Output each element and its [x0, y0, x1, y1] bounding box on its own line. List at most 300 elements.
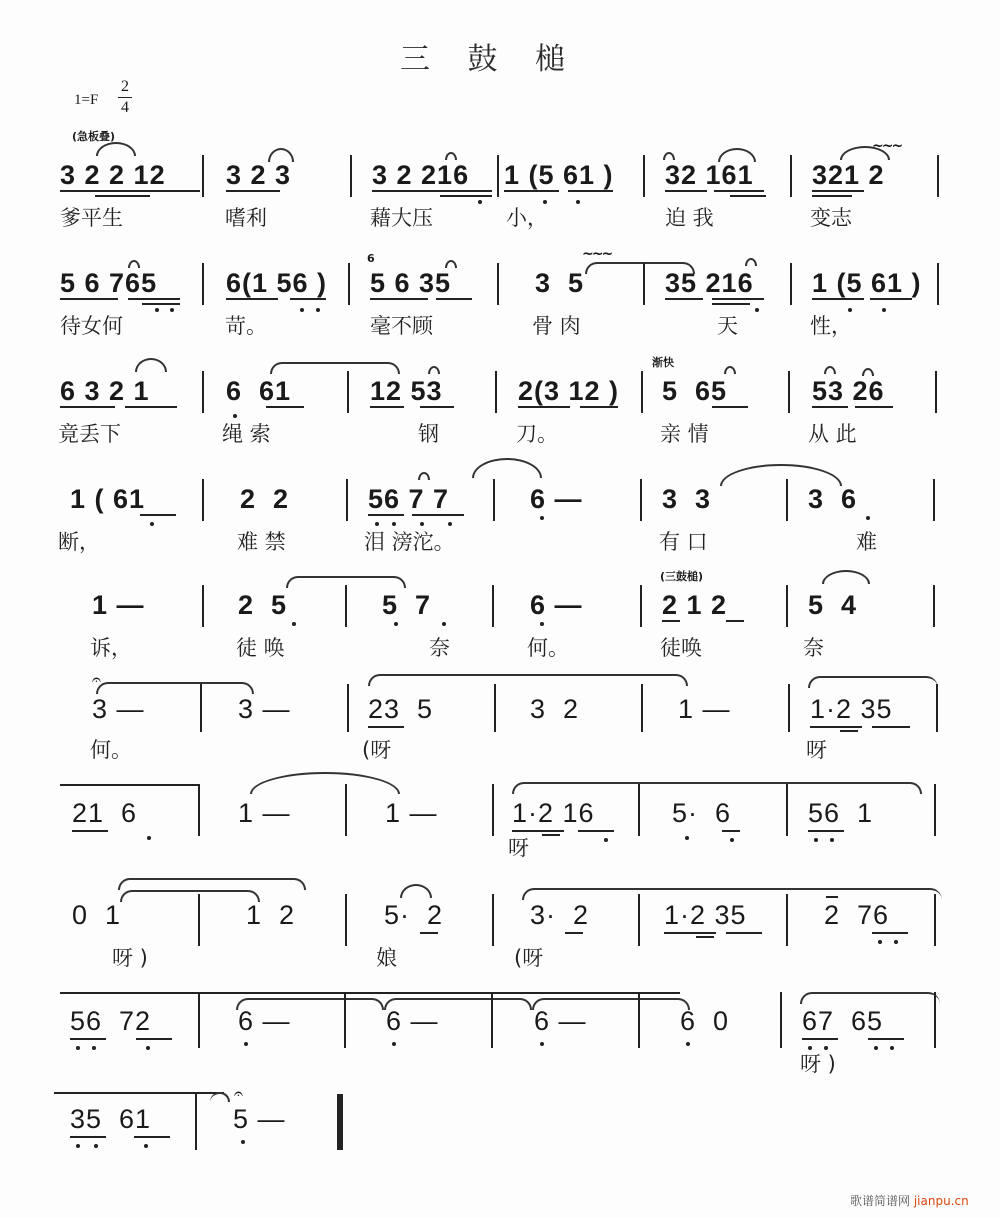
underline [714, 190, 764, 192]
barline [202, 479, 204, 521]
low-octave-dot [478, 200, 482, 204]
measure-notes: 6 3 2 1 [60, 376, 150, 406]
barline [492, 894, 494, 946]
low-octave-dot [808, 1046, 812, 1050]
tie [118, 878, 306, 890]
score-row-5 [0, 570, 1000, 680]
barline [202, 371, 204, 413]
low-octave-dot [814, 838, 818, 842]
barline [936, 684, 938, 732]
slur [96, 142, 136, 156]
lyric: 徒 唤 [236, 636, 285, 660]
underline [812, 190, 864, 192]
low-octave-dot [848, 308, 852, 312]
underline [518, 406, 570, 408]
lyric: 呀 [508, 836, 529, 860]
underline [72, 830, 108, 832]
underline [662, 620, 680, 622]
low-octave-dot [442, 622, 446, 626]
measure-notes: 12 53 [370, 376, 443, 406]
low-octave-dot [882, 308, 886, 312]
underline [870, 298, 912, 300]
slur [862, 368, 874, 376]
lyric: 奈 [803, 636, 824, 660]
barline [346, 479, 348, 521]
low-octave-dot [894, 940, 898, 944]
time-sig-denominator: 4 [121, 99, 129, 116]
underline [722, 830, 740, 832]
barline [786, 585, 788, 627]
tie [808, 676, 938, 688]
barline [198, 784, 200, 836]
measure-notes: 6 — [530, 484, 583, 514]
measure-notes: 1 (5 61 ) [504, 160, 614, 190]
underline [872, 726, 910, 728]
underline [868, 1038, 904, 1040]
underline [140, 514, 176, 516]
measure-notes: 1 — [92, 590, 145, 620]
low-octave-dot [76, 1144, 80, 1148]
measure-notes: 56 7 7 [368, 484, 450, 514]
low-octave-dot [540, 1042, 544, 1046]
measure-notes: 3· 2 [530, 900, 590, 930]
measure-notes: 56 1 [808, 798, 874, 828]
barline [641, 684, 643, 732]
underline [812, 195, 852, 197]
measure-notes: 3 2 3 [226, 160, 292, 190]
measure-notes: 1 2 [246, 900, 296, 930]
barline [934, 992, 936, 1048]
measure-notes: 3 2 216 [372, 160, 470, 190]
barline [347, 684, 349, 732]
underline [142, 303, 180, 305]
low-octave-dot [241, 1140, 245, 1144]
barline [788, 371, 790, 413]
lyric: 变志 [810, 206, 852, 230]
barline [786, 894, 788, 946]
barline [934, 784, 936, 836]
measure-notes: 1·2 35 [810, 694, 893, 724]
lyric: 小， [506, 206, 548, 230]
lyric: 毫不顾 [370, 314, 433, 338]
low-octave-dot [866, 516, 870, 520]
barline [195, 1092, 197, 1150]
low-octave-dot [890, 1046, 894, 1050]
underline [712, 303, 750, 305]
lyric: 娘 [376, 946, 397, 970]
measure-notes: 32 161 [665, 160, 754, 190]
barline [347, 371, 349, 413]
low-octave-dot [144, 1144, 148, 1148]
underline [60, 406, 115, 408]
low-octave-dot [576, 200, 580, 204]
underline [440, 195, 492, 197]
underline [802, 1038, 838, 1040]
low-octave-dot [244, 1042, 248, 1046]
barline [641, 371, 643, 413]
underline [810, 726, 862, 728]
barline [780, 992, 782, 1048]
underline [504, 190, 559, 192]
measure-notes: 5 65 [662, 376, 728, 406]
barline [638, 894, 640, 946]
barline [198, 894, 200, 946]
low-octave-dot [540, 622, 544, 626]
barline [200, 684, 202, 732]
underline [226, 298, 278, 300]
slur [720, 464, 842, 486]
barline [786, 479, 788, 521]
score-row-10 [0, 1084, 1000, 1200]
underline [70, 1136, 106, 1138]
accelerando-marking: 渐快 [652, 356, 674, 369]
lyric: 呀 ) [800, 1052, 836, 1076]
lyric: 呀 ) [112, 946, 148, 970]
measure-notes: 3 6 [808, 484, 858, 514]
barline [491, 992, 493, 1048]
low-octave-dot [824, 1046, 828, 1050]
fermata-icon: 𝄐 [234, 1084, 243, 1103]
score-row-9 [0, 1000, 1000, 1100]
measure-notes: 5· 2 [384, 900, 444, 930]
underline [542, 834, 560, 836]
slur [128, 260, 140, 268]
low-octave-dot [448, 522, 452, 526]
lyric: 迫 我 [665, 206, 714, 230]
lyric: 何。 [90, 738, 132, 762]
underline [726, 932, 762, 934]
measure-notes: 1·2 16 [512, 798, 595, 828]
barline [492, 784, 494, 836]
underline [368, 726, 404, 728]
lyric: 徒唤 [660, 636, 702, 660]
underline [512, 830, 564, 832]
low-octave-dot [878, 940, 882, 944]
low-octave-dot [150, 522, 154, 526]
slur [724, 366, 736, 374]
underline [696, 936, 714, 938]
lyric: 天 [717, 314, 738, 338]
barline [937, 263, 939, 305]
lyric: 刀。 [516, 422, 558, 446]
lyric: 苛。 [225, 314, 267, 338]
underline [368, 514, 404, 516]
barline [643, 263, 645, 305]
measure-notes: 53 26 [812, 376, 885, 406]
lyric: (呀 [514, 946, 544, 970]
underline [60, 190, 200, 192]
measure-notes: 1 — [238, 798, 291, 828]
underline [60, 298, 118, 300]
underline [370, 298, 428, 300]
underline [568, 190, 613, 192]
low-octave-dot [300, 308, 304, 312]
barline [788, 684, 790, 732]
underline [665, 298, 703, 300]
underline [812, 406, 848, 408]
barline [493, 479, 495, 521]
low-octave-dot [94, 1144, 98, 1148]
time-signature [118, 78, 132, 117]
underline [808, 830, 844, 832]
lyric: 有 口 [659, 530, 708, 554]
barline [345, 784, 347, 836]
underline [665, 190, 707, 192]
measure-notes: 5· 6 [672, 798, 732, 828]
underline [134, 1136, 170, 1138]
low-octave-dot [730, 838, 734, 842]
low-octave-dot [830, 838, 834, 842]
final-barline [337, 1094, 343, 1150]
measure-notes: 2 5 [238, 590, 288, 620]
tie [800, 992, 940, 1004]
barline [640, 585, 642, 627]
tie [512, 782, 922, 794]
time-sig-numerator: 2 [121, 78, 129, 95]
barline [643, 155, 645, 197]
measure-notes: 5 7 [382, 590, 432, 620]
slur [745, 258, 757, 266]
lyric: 钢 [418, 422, 439, 446]
measure-notes: 5 6 35 [370, 268, 452, 298]
slur [445, 152, 457, 160]
low-octave-dot [420, 522, 424, 526]
measure-notes: 35 61 [70, 1104, 152, 1134]
barline [933, 479, 935, 521]
measure-notes: 3 2 2 12 [60, 160, 166, 190]
high-octave-line [826, 896, 838, 898]
underline [95, 195, 150, 197]
measure-notes: 3 — [238, 694, 291, 724]
low-octave-dot [394, 622, 398, 626]
score-row-3 [0, 356, 1000, 466]
barline [497, 263, 499, 305]
measure-notes: 1 — [678, 694, 731, 724]
lyric: 难 禁 [237, 530, 286, 554]
lyric: 待女何 [60, 314, 123, 338]
watermark-text: 歌谱简谱网 [850, 1194, 911, 1208]
measure-notes: 6 61 [226, 376, 292, 406]
low-octave-dot [316, 308, 320, 312]
measure-notes: 21 6 [72, 798, 138, 828]
barline [494, 684, 496, 732]
slur [428, 366, 440, 374]
measure-notes: 1 ( 61 [70, 484, 146, 514]
underline [420, 406, 454, 408]
measure-notes: 35 216 [665, 268, 754, 298]
page-title: 三 鼓 槌 [400, 42, 580, 77]
tie [270, 362, 400, 374]
slur [418, 472, 430, 480]
underline [580, 406, 618, 408]
score-row-8 [0, 896, 1000, 996]
low-octave-dot [540, 516, 544, 520]
lyric: 难 [856, 530, 877, 554]
lyric: 断， [58, 530, 100, 554]
barline [933, 585, 935, 627]
barline [198, 992, 200, 1048]
lyric: 绳 索 [222, 422, 271, 446]
measure-notes: 0 1 [72, 900, 122, 930]
watermark [850, 1192, 969, 1209]
slur [663, 152, 675, 160]
measure-notes: 5 4 [808, 590, 858, 620]
lyric: 性， [810, 314, 852, 338]
underline [266, 406, 304, 408]
barline [202, 263, 204, 305]
measure-notes: 6 0 [680, 1006, 730, 1036]
score-row-1 [0, 138, 1000, 250]
beam-line [60, 784, 200, 786]
watermark-site: jianpu.cn [913, 1194, 969, 1208]
measure-notes: 2(3 12 ) [518, 376, 620, 406]
underline [726, 620, 744, 622]
underline [226, 190, 280, 192]
barline [348, 263, 350, 305]
tie [120, 890, 260, 902]
measure-notes: 321 2 [812, 160, 885, 190]
measure-notes: 1 (5 61 ) [812, 268, 922, 298]
underline [128, 298, 180, 300]
tie [522, 888, 942, 900]
low-octave-dot [755, 308, 759, 312]
lyric: 呀 [806, 738, 827, 762]
measure-notes: 3 — [92, 694, 145, 724]
fermata-icon: 𝄐 [92, 670, 101, 689]
low-octave-dot [543, 200, 547, 204]
lyric: 亲 情 [660, 422, 709, 446]
underline [436, 298, 472, 300]
lyric: 诉， [90, 636, 132, 660]
barline [350, 155, 352, 197]
underline [125, 406, 177, 408]
barline [492, 585, 494, 627]
underline [712, 406, 748, 408]
barline [495, 371, 497, 413]
barline [790, 263, 792, 305]
lyric: 竟丢下 [58, 422, 121, 446]
barline [640, 479, 642, 521]
underline [136, 1038, 172, 1040]
lyric: 藉大压 [370, 206, 433, 230]
lyric: 嗜利 [225, 206, 267, 230]
score-row-7 [0, 790, 1000, 890]
underline [372, 190, 492, 192]
measure-notes: 2 2 [240, 484, 290, 514]
underline [730, 195, 766, 197]
section-label: (三鼓槌) [660, 570, 704, 583]
score-row-6 [0, 670, 1000, 784]
barline [638, 784, 640, 836]
underline [420, 932, 438, 934]
lyric: 从 此 [808, 422, 857, 446]
barline [202, 155, 204, 197]
low-octave-dot [170, 308, 174, 312]
measure-notes: 6 — [530, 590, 583, 620]
beam-line [54, 1092, 224, 1094]
trill-mark: ~~~ [582, 246, 612, 262]
measure-notes: 23 5 [368, 694, 434, 724]
barline [638, 992, 640, 1048]
slur [824, 366, 836, 374]
barline [935, 371, 937, 413]
low-octave-dot [874, 1046, 878, 1050]
lyric: (呀 [362, 738, 392, 762]
barline [497, 155, 499, 197]
barline [345, 894, 347, 946]
tempo-marking: (急板叠) [72, 130, 116, 143]
low-octave-dot [685, 836, 689, 840]
low-octave-dot [375, 522, 379, 526]
underline [664, 932, 716, 934]
low-octave-dot [392, 1042, 396, 1046]
measure-notes: 3 3 [662, 484, 712, 514]
barline [345, 585, 347, 627]
measure-notes: 6 — [238, 1006, 291, 1036]
underline [578, 830, 614, 832]
barline [344, 992, 346, 1048]
tie [96, 682, 254, 694]
measure-notes: 2 1 2 [662, 590, 728, 620]
measure-notes: 1·2 35 [664, 900, 747, 930]
measure-notes: 56 72 [70, 1006, 152, 1036]
tie [368, 674, 688, 686]
barline [934, 894, 936, 946]
measure-notes: 3 2 [530, 694, 580, 724]
score-row-2 [0, 246, 1000, 358]
underline [290, 298, 326, 300]
underline [712, 298, 764, 300]
underline [70, 1038, 106, 1040]
underline [565, 932, 583, 934]
measure-notes: 2 76 [824, 900, 890, 930]
underline [855, 406, 893, 408]
low-octave-dot [155, 308, 159, 312]
underline [812, 298, 864, 300]
low-octave-dot [686, 1042, 690, 1046]
underline [840, 730, 858, 732]
trill-mark: ~~~ [872, 138, 902, 154]
beam-line [60, 992, 680, 994]
low-octave-dot [76, 1046, 80, 1050]
underline [412, 514, 464, 516]
barline [937, 155, 939, 197]
time-sig-divider [118, 97, 132, 98]
measure-notes: 6 — [534, 1006, 587, 1036]
lyric: 奈 [429, 636, 450, 660]
measure-notes: 6(1 56 ) [226, 268, 328, 298]
lyric: 何。 [527, 636, 569, 660]
slur [135, 358, 167, 372]
measure-notes: 5 6 765 [60, 268, 158, 298]
measure-notes: 1 — [385, 798, 438, 828]
lyric: 泪 滂沱。 [364, 530, 455, 554]
measure-notes: 3 5 [535, 268, 585, 298]
underline [872, 932, 908, 934]
low-octave-dot [146, 1046, 150, 1050]
measure-notes: 6 — [386, 1006, 439, 1036]
score-row-4 [0, 474, 1000, 574]
lyric: 骨 肉 [532, 314, 581, 338]
measure-notes: 5 — [233, 1104, 286, 1134]
low-octave-dot [604, 838, 608, 842]
measure-notes: 67 65 [802, 1006, 884, 1036]
low-octave-dot [147, 836, 151, 840]
key-signature: 1=F [74, 92, 99, 108]
low-octave-dot [92, 1046, 96, 1050]
slur [445, 260, 457, 268]
underline [370, 406, 404, 408]
